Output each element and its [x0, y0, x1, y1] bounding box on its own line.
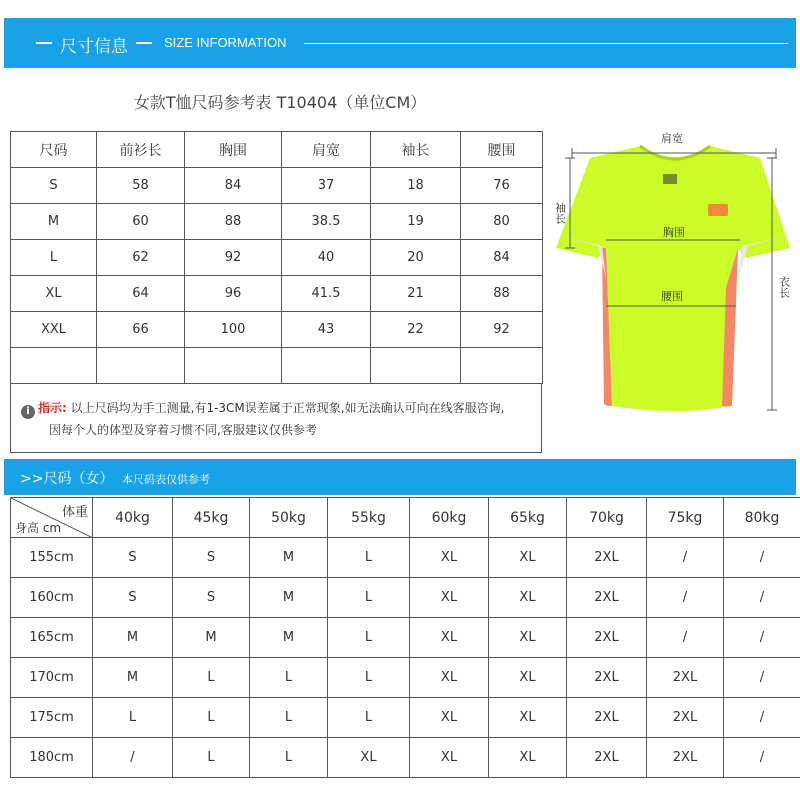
size-table-cell [97, 348, 185, 384]
size-table-row [11, 312, 543, 348]
recommended-size-cell: 2XL [567, 738, 647, 778]
corner-weight-label: 体重 [61, 505, 88, 520]
weight-header: 55kg [328, 498, 410, 538]
recommended-size-cell: / [724, 738, 800, 778]
size-table-header: 尺码 [11, 132, 97, 168]
fit-table-row [11, 538, 800, 578]
banner-title-cn: 尺寸信息 [60, 37, 128, 57]
recommended-size-cell: / [647, 578, 724, 618]
recommended-size-cell: 2XL [567, 698, 647, 738]
size-table-cell: 88 [185, 204, 282, 240]
recommended-size-cell: / [647, 538, 724, 578]
size-table-row [11, 348, 543, 384]
size-table-cell: 41.5 [282, 276, 371, 312]
recommended-size-cell: XL [489, 698, 567, 738]
recommended-size-cell: 2XL [567, 658, 647, 698]
recommended-size-cell: M [250, 538, 328, 578]
weight-header: 80kg [724, 498, 800, 538]
note-label: 指示: [38, 401, 67, 415]
recommended-size-cell: 2XL [567, 618, 647, 658]
size-table-cell: 92 [185, 240, 282, 276]
size-chart-subtitle: 女款T恤尺码参考表 T10404（单位CM） [133, 93, 427, 112]
size-info-banner [4, 18, 796, 68]
recommended-size-cell: M [250, 618, 328, 658]
recommended-size-cell: / [724, 538, 800, 578]
size-table-header: 腰围 [461, 132, 543, 168]
weight-header: 50kg [250, 498, 328, 538]
recommended-size-cell: S [173, 578, 250, 618]
weight-header: 40kg [93, 498, 173, 538]
recommended-size-cell: S [93, 578, 173, 618]
size-table-cell [371, 348, 461, 384]
recommended-size-cell: 2XL [647, 738, 724, 778]
recommended-size-cell: L [173, 738, 250, 778]
size-table-cell: 60 [97, 204, 185, 240]
recommended-size-cell: / [724, 618, 800, 658]
size-table-cell: 58 [97, 168, 185, 204]
recommended-size-cell: XL [489, 658, 567, 698]
recommended-size-cell: 2XL [647, 658, 724, 698]
size-table-cell: 38.5 [282, 204, 371, 240]
banner-title-en: SIZE INFORMATION [164, 35, 287, 50]
height-cell: 180cm [11, 738, 93, 778]
size-table-cell: 18 [371, 168, 461, 204]
tshirt-illustration [553, 146, 790, 411]
recommended-size-cell: L [93, 698, 173, 738]
recommended-size-cell: / [724, 698, 800, 738]
weight-header: 45kg [173, 498, 250, 538]
recommended-size-cell: L [328, 618, 410, 658]
recommended-size-cell: 2XL [647, 698, 724, 738]
banner-dash-right [136, 42, 152, 44]
recommended-size-cell: XL [489, 578, 567, 618]
recommended-size-cell: XL [489, 738, 567, 778]
brand-logo-badge [708, 204, 728, 216]
size-guide-bar [4, 459, 796, 495]
height-weight-size-table [10, 497, 800, 778]
recommended-size-cell: S [173, 538, 250, 578]
weight-header: 65kg [489, 498, 567, 538]
recommended-size-cell: / [724, 578, 800, 618]
recommended-size-cell: L [173, 698, 250, 738]
size-table-cell: L [11, 240, 97, 276]
size-table-cell: 76 [461, 168, 543, 204]
chest-label: 胸围 [663, 226, 685, 239]
recommended-size-cell: M [93, 658, 173, 698]
recommended-size-cell: 2XL [567, 538, 647, 578]
size-table-cell [282, 348, 371, 384]
size-table-cell: S [11, 168, 97, 204]
size-table-cell: 64 [97, 276, 185, 312]
size-table-cell: M [11, 204, 97, 240]
tshirt-measurement-diagram [550, 128, 800, 418]
recommended-size-cell: L [173, 658, 250, 698]
recommended-size-cell: / [724, 658, 800, 698]
note-line-2: 因每个人的体型及穿着习惯不同,客服建议仅供参考 [49, 423, 317, 437]
size-table-cell: XL [11, 276, 97, 312]
size-table-cell: 88 [461, 276, 543, 312]
size-table-cell: 19 [371, 204, 461, 240]
recommended-size-cell: M [250, 578, 328, 618]
size-table-header: 袖长 [371, 132, 461, 168]
height-cell: 160cm [11, 578, 93, 618]
banner-dash-left [36, 42, 52, 44]
size-table-cell: 37 [282, 168, 371, 204]
waist-label: 腰围 [661, 290, 683, 303]
measurement-note [10, 383, 542, 453]
recommended-size-cell: L [328, 658, 410, 698]
size-table-row [11, 240, 543, 276]
recommended-size-cell: L [250, 698, 328, 738]
weight-header: 75kg [647, 498, 724, 538]
size-measurement-table [10, 131, 543, 384]
banner-rule [304, 43, 788, 44]
size-table-cell: 40 [282, 240, 371, 276]
fit-table-row [11, 658, 800, 698]
recommended-size-cell: / [647, 618, 724, 658]
size-table-cell [461, 348, 543, 384]
size-table-row [11, 168, 543, 204]
note-line-1: 以上尺码均为手工测量,有1-3CM误差属于正常现象,如无法确认可向在线客服咨询, [70, 401, 505, 415]
recommended-size-cell: 2XL [567, 578, 647, 618]
recommended-size-cell: XL [410, 698, 489, 738]
recommended-size-cell: XL [328, 738, 410, 778]
size-table-row [11, 204, 543, 240]
size-table-cell: 100 [185, 312, 282, 348]
recommended-size-cell: L [250, 658, 328, 698]
sleeve-length-label: 袖长 [553, 202, 567, 224]
size-table-cell: 92 [461, 312, 543, 348]
fit-table-row [11, 698, 800, 738]
weight-header: 60kg [410, 498, 489, 538]
size-table-header: 肩宽 [282, 132, 371, 168]
recommended-size-cell: L [250, 738, 328, 778]
info-icon: i [21, 405, 35, 419]
recommended-size-cell: L [328, 538, 410, 578]
fit-table-row [11, 618, 800, 658]
length-label: 衣长 [777, 276, 791, 298]
recommended-size-cell: XL [489, 538, 567, 578]
height-cell: 155cm [11, 538, 93, 578]
corner-height-label: 身高 cm [15, 521, 62, 535]
size-table-cell: 43 [282, 312, 371, 348]
recommended-size-cell: XL [410, 618, 489, 658]
size-table-header: 前衫长 [97, 132, 185, 168]
recommended-size-cell: XL [489, 618, 567, 658]
recommended-size-cell: XL [410, 738, 489, 778]
weight-header-row [11, 498, 800, 538]
table-corner [11, 498, 93, 538]
recommended-size-cell: L [328, 578, 410, 618]
recommended-size-cell: XL [410, 538, 489, 578]
height-cell: 165cm [11, 618, 93, 658]
shoulder-width-label: 肩宽 [661, 132, 683, 145]
recommended-size-cell: M [93, 618, 173, 658]
brand-logo-chest [663, 174, 677, 184]
recommended-size-cell: S [93, 538, 173, 578]
size-table-header: 胸围 [185, 132, 282, 168]
weight-header: 70kg [567, 498, 647, 538]
recommended-size-cell: XL [410, 578, 489, 618]
size-table-cell: 96 [185, 276, 282, 312]
size-table-cell: 80 [461, 204, 543, 240]
recommended-size-cell: M [173, 618, 250, 658]
size-guide-title: >>尺码（女） [20, 471, 114, 487]
height-cell: 175cm [11, 698, 93, 738]
size-table-row [11, 276, 543, 312]
size-table-cell: 22 [371, 312, 461, 348]
size-table-cell: 66 [97, 312, 185, 348]
size-table-cell [11, 348, 97, 384]
height-cell: 170cm [11, 658, 93, 698]
size-table-cell: 20 [371, 240, 461, 276]
recommended-size-cell: L [328, 698, 410, 738]
recommended-size-cell: XL [410, 658, 489, 698]
size-table-cell: XXL [11, 312, 97, 348]
size-table-cell: 21 [371, 276, 461, 312]
size-table-cell: 84 [461, 240, 543, 276]
size-guide-hint: 本尺码表仅供参考 [122, 473, 210, 486]
size-table-header-row [11, 132, 543, 168]
size-table-cell: 62 [97, 240, 185, 276]
size-table-cell: 84 [185, 168, 282, 204]
recommended-size-cell: / [93, 738, 173, 778]
fit-table-row [11, 578, 800, 618]
size-table-cell [185, 348, 282, 384]
fit-table-row [11, 738, 800, 778]
